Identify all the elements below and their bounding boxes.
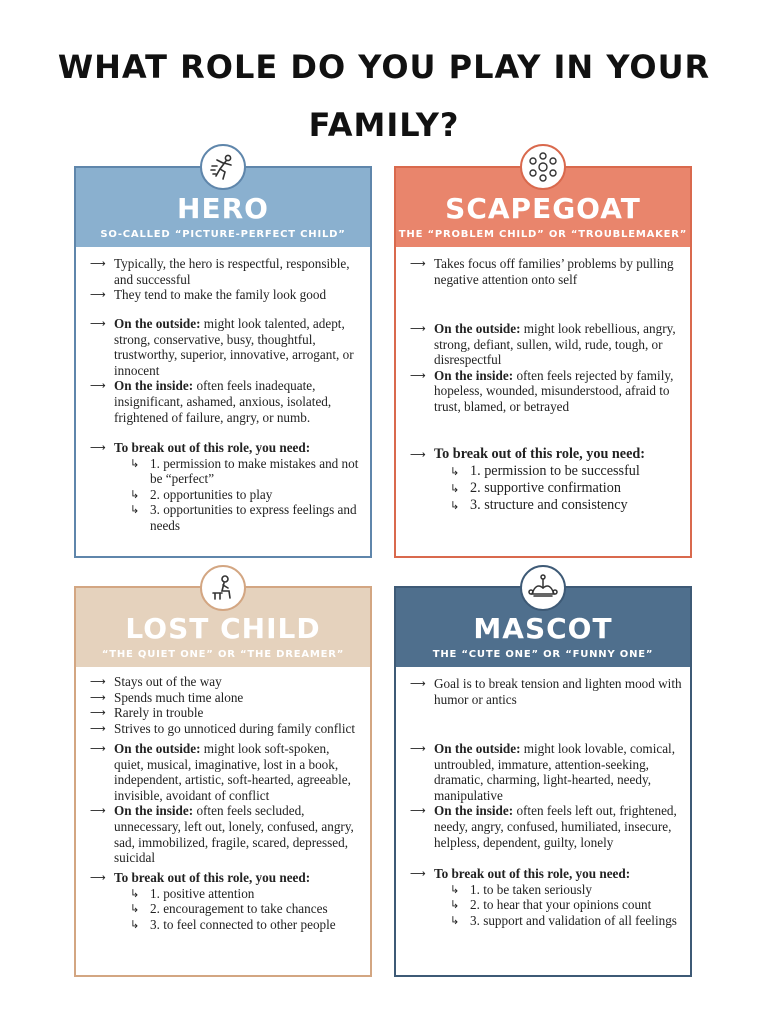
break-label: To break out of this role, you need: [114,870,311,885]
scapegoat-need-1: ↳ 1. permission to be successful [410,463,682,480]
inside-label: On the inside: [434,367,514,383]
title-line-1: WHAT ROLE DO YOU PLAY IN YOUR [57,48,711,86]
hero-need-3: ↳ 3. opportunities to express feelings and needs [90,502,362,533]
lost-child-need-1: ↳ 1. positive attention [90,886,362,902]
break-label: To break out of this role, you need: [114,440,311,455]
lost-child-need-2: ↳ 2. encouragement to take chances [90,901,362,917]
mascot-intro-1: ⟶ Goal is to break tension and lighten mood with humor or antics [410,676,682,707]
hero-need-1: ↳ 1. permission to make mistakes and not be “perfect” [90,456,362,487]
hero-need-2: ↳ 2. opportunities to play [90,487,362,503]
mascot-outside [410,741,682,803]
hero-title: HERO [177,192,269,225]
mascot-break [410,866,682,882]
title-line-2: FAMILY? [308,106,460,144]
target-people-icon [520,144,566,190]
hero-intro-1: ⟶ Typically, the hero is respectful, responsible, and successful [90,256,362,287]
outside-label: On the outside: [434,741,521,756]
scapegoat-need-3: ↳ 3. structure and consistency [410,497,682,514]
mascot-inside [410,803,682,850]
inside-text: often feels secluded, unnecessary, left out, lonely, confused, angry, sad, immobilized, fragile, scared, depressed, suicidal [114,803,354,866]
scapegoat-subtitle: THE “PROBLEM CHILD” OR “TROUBLEMAKER” [398,229,688,240]
inside-text: often feels rejected by family, hopeless, wounded, misunderstood, afraid to trust, blamed, or betrayed [434,367,674,414]
lost-child-outside [90,741,362,803]
lost-child-intro-4: ⟶ Strives to go unnoticed during family conflict [90,721,362,737]
hero-inside [90,378,362,425]
sitting-person-icon [200,565,246,611]
scapegoat-need-2: ↳ 2. supportive confirmation [410,480,682,497]
outside-text: might look rebellious, angry, strong, defiant, sullen, wild, rude, tough, or disrespectful [434,321,676,368]
lost-child-intro-2: ⟶ Spends much time alone [90,690,362,706]
lost-child-subtitle: “THE QUIET ONE” OR “THE DREAMER” [101,649,345,660]
break-label: To break out of this role, you need: [434,446,645,462]
lost-child-card [74,586,372,977]
hero-card [74,166,372,558]
lost-child-break [90,870,362,886]
lost-child-title: LOST CHILD [125,612,321,645]
scapegoat-outside [410,321,682,368]
outside-text: might look soft-spoken, quiet, musical, imaginative, lost in a book, independent, artistic, soft-hearted, agreeable, invisible, avoidant of conflict [114,741,351,803]
break-label: To break out of this role, you need: [434,866,631,881]
inside-text: often feels inadequate, insignificant, ashamed, anxious, isolated, frightened of failure, angry, or numb. [114,378,332,425]
outside-label: On the outside: [114,316,201,331]
scapegoat-card [394,166,692,558]
inside-label: On the inside: [114,378,194,394]
mascot-need-1: ↳ 1. to be taken seriously [410,882,682,898]
inside-text: often feels left out, frightened, needy, angry, confused, humiliated, insecure, helpless, dependent, guilty, lonely [434,803,677,850]
scapegoat-break [410,446,682,463]
inside-label: On the inside: [114,803,194,819]
mascot-need-2: ↳ 2. to hear that your opinions count [410,897,682,913]
mascot-subtitle: THE “CUTE ONE” OR “FUNNY ONE” [432,649,654,660]
hero-break [90,440,362,456]
inside-label: On the inside: [434,803,514,819]
lost-child-need-3: ↳ 3. to feel connected to other people [90,917,362,933]
mascot-title: MASCOT [473,612,613,645]
hero-subtitle: SO-CALLED “PICTURE-PERFECT CHILD” [100,229,346,240]
outside-text: might look talented, adept, strong, conservative, busy, thoughtful, trustworthy, superior, innovative, arrogant, or innocent [114,316,354,378]
lost-child-intro-1: ⟶ Stays out of the way [90,674,362,690]
page-title [0,38,768,154]
outside-label: On the outside: [434,321,521,336]
hero-intro-2: ⟶ They tend to make the family look good [90,287,362,303]
hero-outside [90,316,362,378]
jester-hat-icon [520,565,566,611]
lost-child-inside [90,803,362,865]
scapegoat-inside [410,368,682,415]
scapegoat-title: SCAPEGOAT [445,192,641,225]
scapegoat-intro-1: ⟶ Takes focus off families’ problems by pulling negative attention onto self [410,256,682,287]
outside-text: might look lovable, comical, untroubled, immature, attention-seeking, dramatic, charming, light-hearted, needy, manipulative [434,741,676,803]
mascot-need-3: ↳ 3. support and validation of all feelings [410,913,682,929]
outside-label: On the outside: [114,741,201,756]
lost-child-intro-3: ⟶ Rarely in trouble [90,705,362,721]
hero-icon [200,144,246,190]
mascot-card [394,586,692,977]
